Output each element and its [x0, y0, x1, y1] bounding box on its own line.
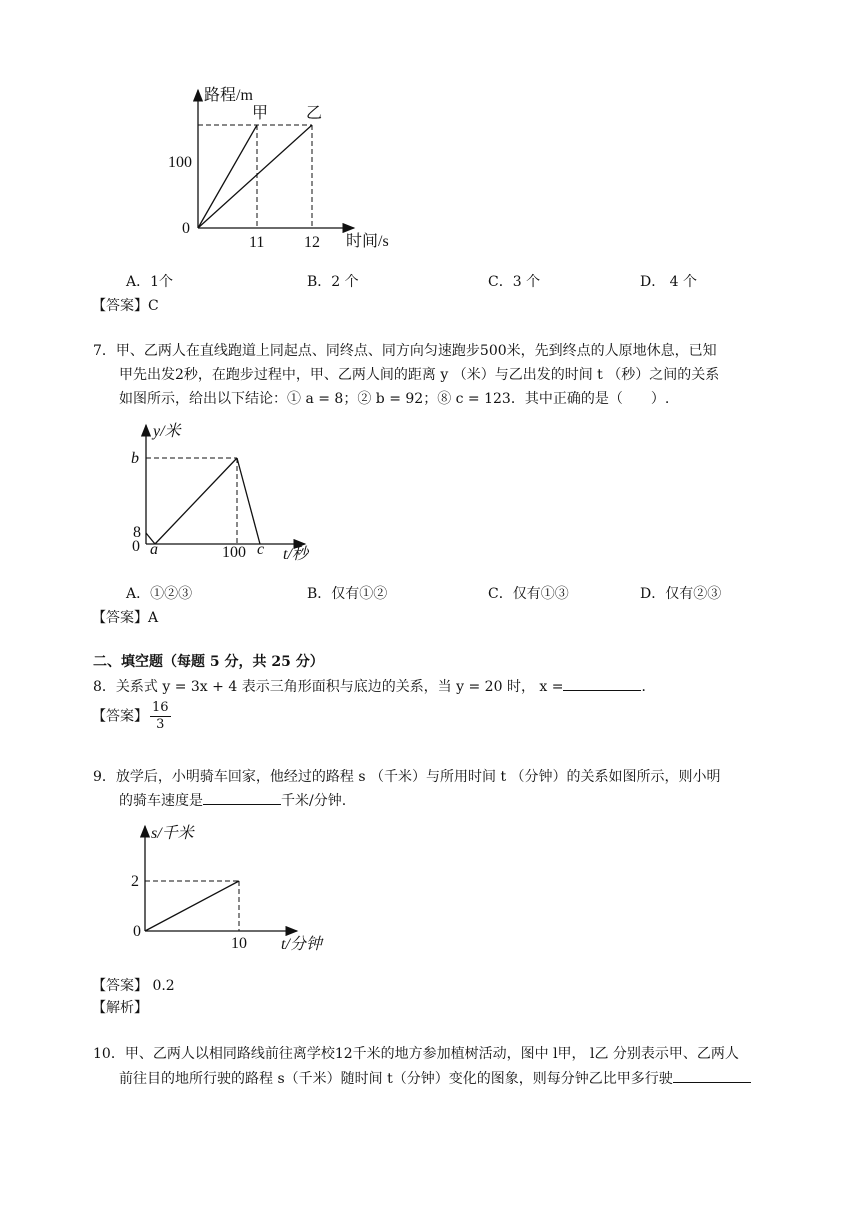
distance-time-chart-3 [125, 820, 335, 955]
q8-end: ． [641, 679, 656, 695]
line-jia [198, 125, 257, 228]
segment-fall [237, 458, 260, 544]
q7-option-d: D．仅有②③ [640, 586, 722, 602]
y-tick-b: b [131, 450, 139, 467]
distance-time-chart-1 [160, 80, 420, 260]
q9-answer: 【答案】 0.2 [92, 978, 175, 994]
q8-answer [92, 700, 171, 733]
y-axis-label: s/千米 [151, 825, 194, 842]
x-tick-11: 11 [249, 234, 265, 251]
x-tick-100: 100 [222, 544, 246, 561]
q10-text-line1: 10．甲、乙两人以相同路线前往离学校12千米的地方参加植树活动，图中 l甲， l乙 分别表示甲、乙两人 [93, 1046, 739, 1062]
q10-text-line2 [119, 1068, 751, 1088]
q6-option-a: A．1个 [126, 274, 174, 290]
q9-text-line1: 9．放学后，小明骑车回家，他经过的路程 s （千米）与所用时间 t （分钟）的关系如图所示，则小明 [93, 769, 721, 785]
y-tick-8: 8 [133, 524, 141, 541]
q7-option-c: C．仅有①③ [488, 586, 569, 602]
x-tick-12: 12 [304, 234, 320, 251]
q7-answer: 【答案】A [92, 610, 159, 626]
x-tick-c: c [257, 541, 265, 558]
q7-text-line2: 甲先出发2秒，在跑步过程中，甲、乙两人间的距离 y （米）与乙出发的时间 t （秒）之间的关系 [119, 367, 720, 383]
q9-text-2a: 的骑车速度是 [119, 793, 203, 809]
origin-label: 0 [182, 220, 190, 237]
y-axis-label: y/米 [153, 423, 181, 440]
q6-answer: 【答案】C [92, 298, 159, 314]
line-label-yi: 乙 [306, 105, 323, 122]
line-yi [198, 125, 312, 228]
x-axis-label: t/秒 [283, 546, 308, 563]
q9-text-line2 [119, 790, 346, 810]
y-tick-100: 100 [168, 154, 192, 171]
q7-text-line3: 如图所示，给出以下结论：① a = 8；② b = 92；⑧ c = 123．其中正确的是（ ）. [119, 391, 670, 407]
q8-text: 8．关系式 y = 3x + 4 表示三角形面积与底边的关系，当 y = 20 时， x = [93, 679, 564, 695]
origin-label: 0 [133, 923, 141, 940]
q7-option-b: B．仅有①② [307, 586, 388, 602]
q9-analysis: 【解析】 [92, 1000, 148, 1016]
q10-text-2: 前往目的地所行驶的路程 s（千米）随时间 t（分钟）变化的图象，则每分钟乙比甲多行驶 [119, 1071, 673, 1087]
x-tick-a: a [150, 541, 158, 558]
x-tick-10: 10 [231, 935, 247, 952]
q10-blank[interactable] [673, 1070, 751, 1083]
section-heading: 二、填空题（每题 5 分，共 25 分） [93, 654, 324, 670]
line-label-jia: 甲 [252, 105, 269, 122]
y-axis-label: 路程/m [204, 87, 253, 104]
fraction-denominator: 3 [156, 717, 165, 732]
segment-rise [155, 458, 237, 544]
q8-blank[interactable] [563, 678, 641, 691]
q8-answer-label: 【答案】 [92, 708, 148, 725]
distance-time-chart-2 [125, 420, 325, 565]
q7-text-line1: 7．甲、乙两人在直线跑道上同起点、同终点、同方向匀速跑步500米，先到终点的人原地休息，已知 [93, 343, 717, 359]
q6-option-c: C．3 个 [488, 274, 541, 290]
origin-label: 0 [132, 538, 140, 555]
fraction-numerator: 16 [152, 700, 169, 715]
q6-option-d: D． 4 个 [640, 274, 698, 290]
q6-option-b: B．2 个 [307, 274, 359, 290]
y-tick-2: 2 [131, 873, 139, 890]
q9-text-2b: 千米/分钟. [281, 793, 347, 809]
q8-answer-fraction [150, 700, 171, 733]
q7-option-a: A．①②③ [126, 586, 193, 602]
x-axis-label: t/分钟 [281, 936, 322, 953]
distance-line [145, 881, 239, 931]
q9-blank[interactable] [203, 792, 281, 805]
q8-question [93, 676, 655, 696]
x-axis-label: 时间/s [346, 233, 389, 250]
